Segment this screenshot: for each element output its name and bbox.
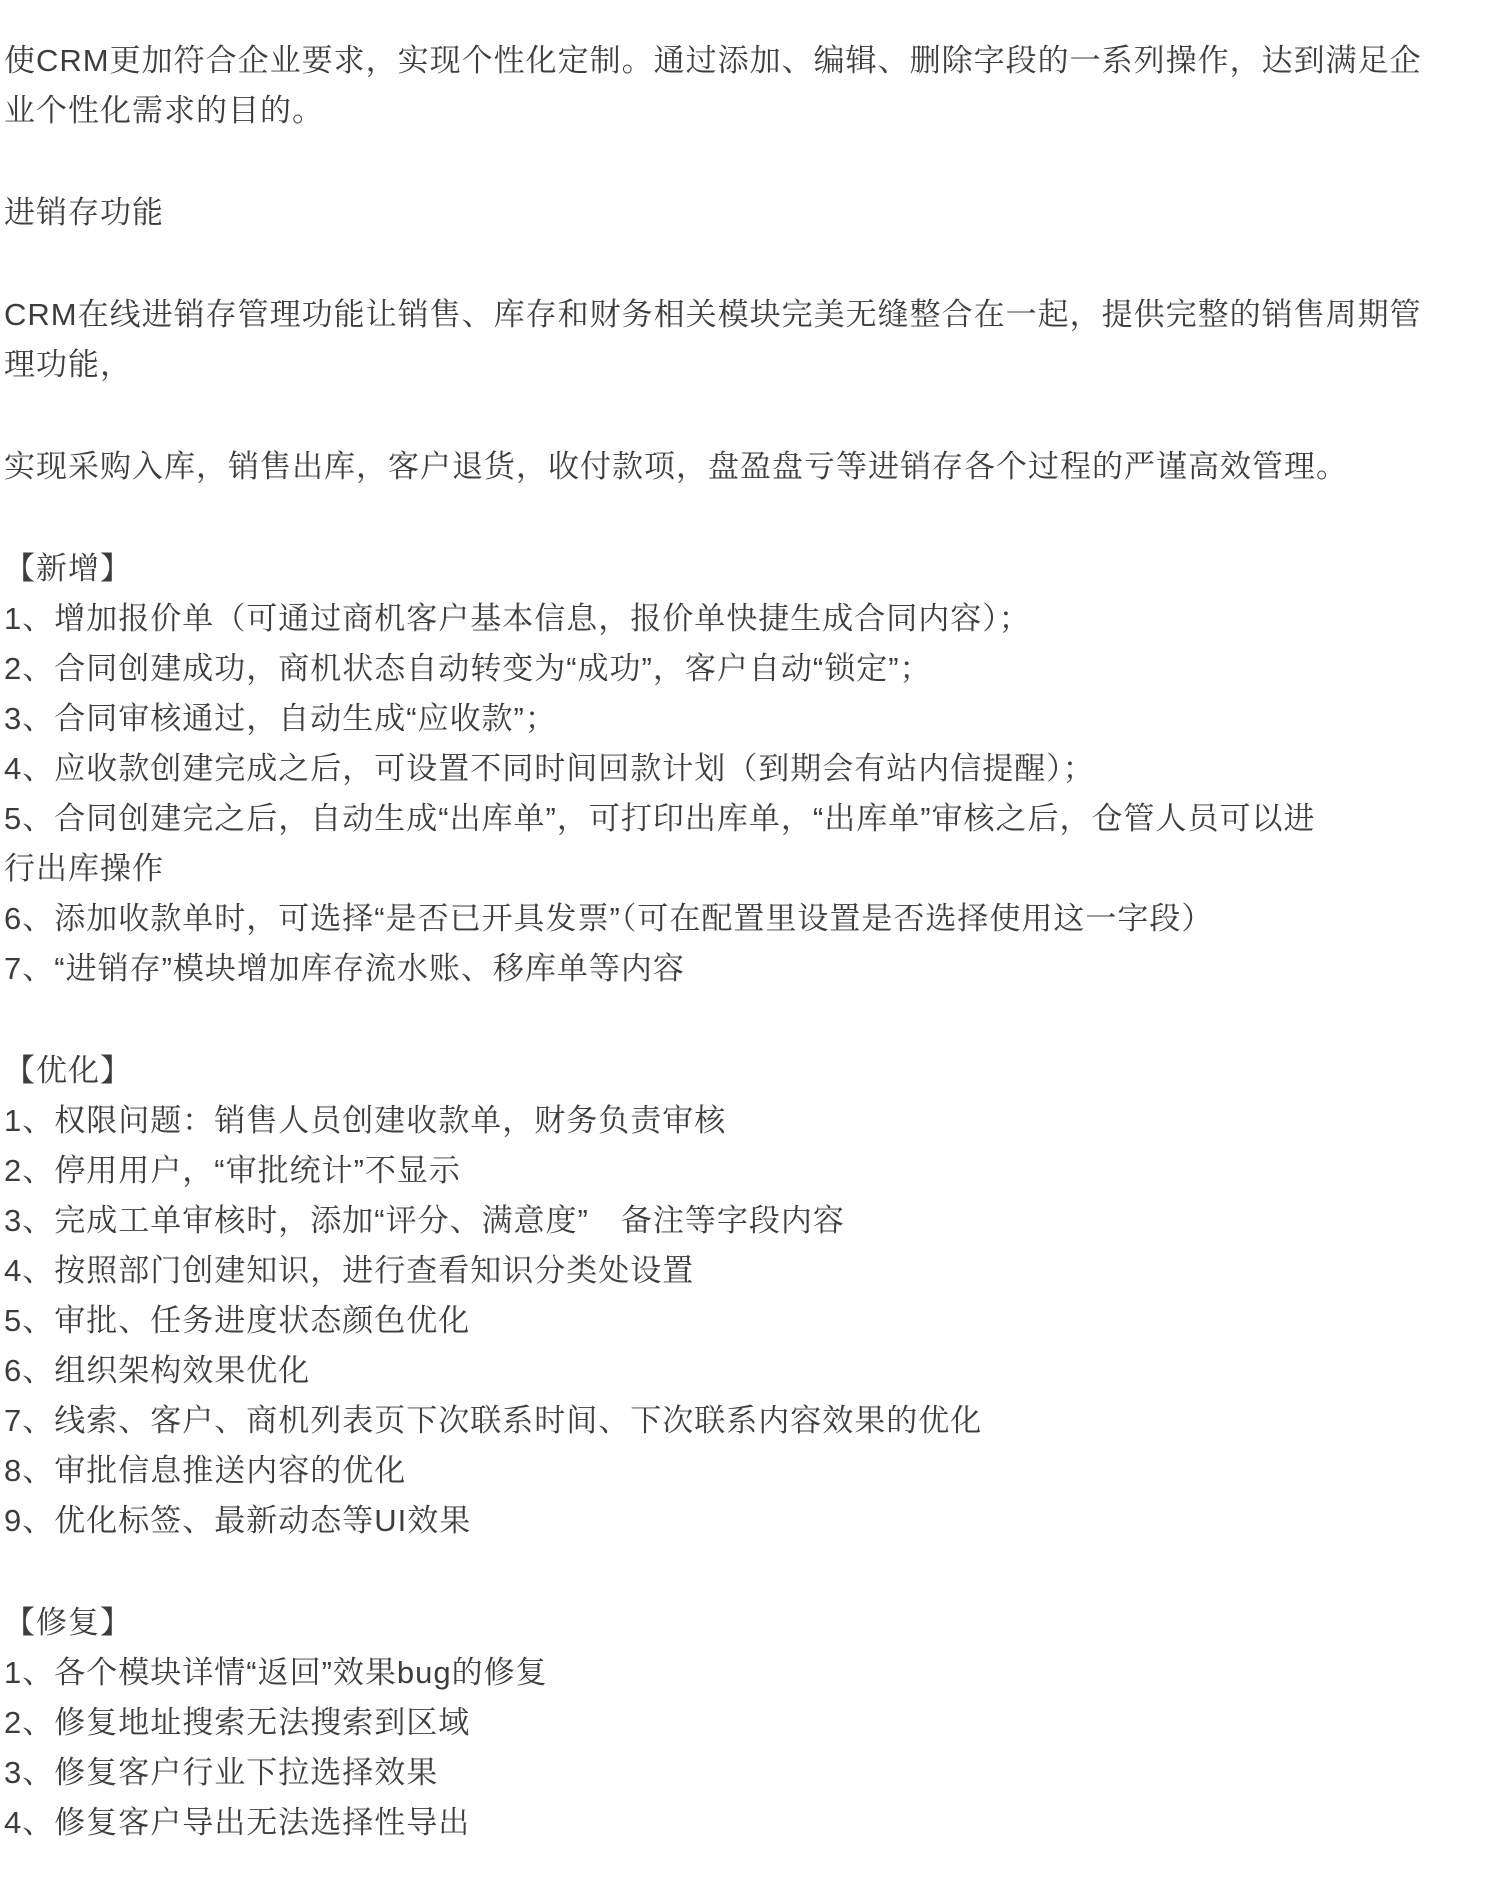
section-optimizations-line: 1、权限问题：销售人员创建收款单，财务负责审核 [4,1103,727,1138]
section-optimizations-line: 4、按照部门创建知识，进行查看知识分类处设置 [4,1253,695,1288]
section-optimizations-line: 【优化】 [4,1053,132,1088]
section-optimizations-line: 2、停用用户，“审批统计”不显示 [4,1153,461,1188]
inventory-process-description [4,442,1484,492]
section-optimizations-line: 8、审批信息推送内容的优化 [4,1453,407,1488]
section-new-features-line: 1、增加报价单（可通过商机客户基本信息，报价单快捷生成合同内容）； [4,601,1031,636]
intro-paragraph-line: 业个性化需求的目的。 [4,93,324,128]
section-optimizations-line: 3、完成工单审核时，添加“评分、满意度” 备注等字段内容 [4,1203,845,1238]
section-optimizations-line: 9、优化标签、最新动态等UI效果 [4,1503,472,1538]
section-new-features-line: 6、添加收款单时，可选择“是否已开具发票”（可在配置里设置是否选择使用这一字段） [4,901,1214,936]
section-fixes [4,1598,1484,1848]
section-optimizations [4,1046,1484,1546]
intro-paragraph [4,36,1484,136]
section-fixes-line: 1、各个模块详情“返回”效果bug的修复 [4,1655,548,1690]
inventory-process-description-line: 实现采购入库，销售出库，客户退货，收付款项，盘盈盘亏等进销存各个过程的严谨高效管理。 [4,449,1348,484]
inventory-feature-description-line: 理功能， [4,347,132,382]
section-optimizations-line: 7、线索、客户、商机列表页下次联系时间、下次联系内容效果的优化 [4,1403,983,1438]
inventory-feature-description-line: CRM在线进销存管理功能让销售、库存和财务相关模块完美无缝整合在一起，提供完整的销售周期管 [4,297,1422,332]
section-new-features-line: 行出库操作 [4,851,164,886]
section-fixes-line: 3、修复客户行业下拉选择效果 [4,1755,439,1790]
section-new-features-line: 2、合同创建成功，商机状态自动转变为“成功”，客户自动“锁定”； [4,651,932,686]
section-fixes-line: 4、修复客户导出无法选择性导出 [4,1805,471,1840]
intro-paragraph-line: 使CRM更加符合企业要求，实现个性化定制。通过添加、编辑、删除字段的一系列操作，达到满足企 [4,43,1422,78]
inventory-feature-title [4,188,1484,238]
section-new-features [4,544,1484,994]
inventory-feature-description [4,290,1484,390]
section-new-features-line: 7、“进销存”模块增加库存流水账、移库单等内容 [4,951,685,986]
section-fixes-line: 【修复】 [4,1605,132,1640]
section-new-features-line: 【新增】 [4,551,132,586]
section-optimizations-line: 5、审批、任务进度状态颜色优化 [4,1303,471,1338]
section-new-features-line: 5、合同创建完之后，自动生成“出库单”，可打印出库单，“出库单”审核之后，仓管人员可以进 [4,801,1316,836]
inventory-feature-title-line: 进销存功能 [4,195,164,230]
section-new-features-line: 4、应收款创建完成之后，可设置不同时间回款计划（到期会有站内信提醒）； [4,751,1095,786]
section-new-features-line: 3、合同审核通过，自动生成“应收款”； [4,701,557,736]
section-optimizations-line: 6、组织架构效果优化 [4,1353,311,1388]
section-fixes-line: 2、修复地址搜索无法搜索到区域 [4,1705,471,1740]
